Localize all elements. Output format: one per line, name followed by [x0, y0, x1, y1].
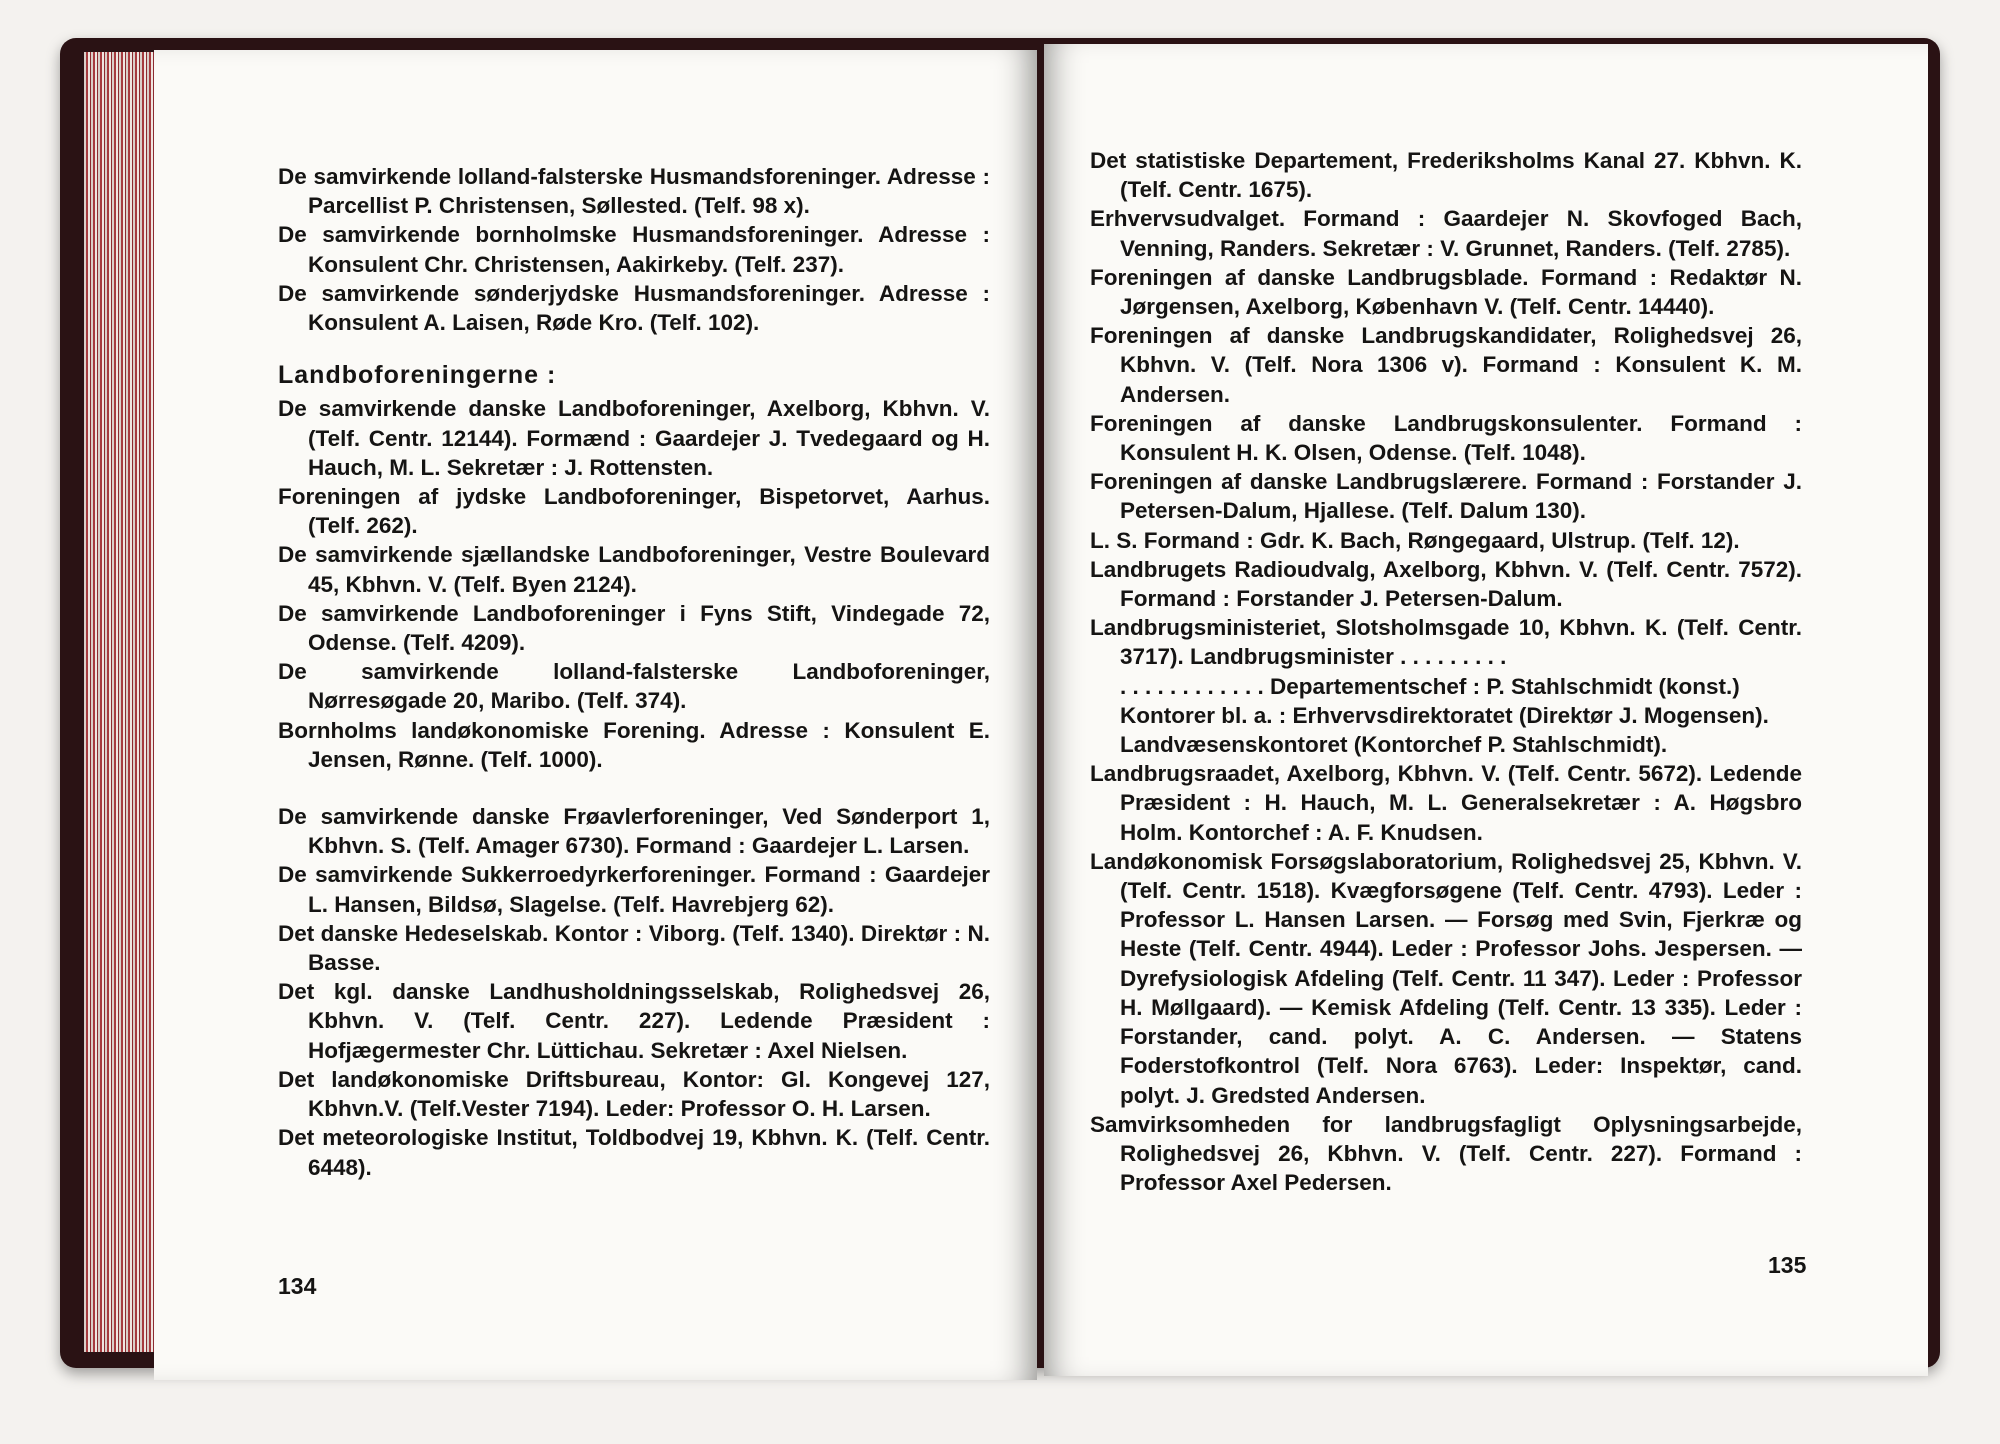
list-item: Foreningen af danske Landbrugslærere. Formand : Forstander J. Petersen-Dalum, Hjallese. (Telf. Dalum 130). [1090, 469, 1802, 524]
list-item: De samvirkende Landboforeninger i Fyns Stift, Vindegade 72, Odense. (Telf. 4209). [278, 600, 990, 656]
list-item: Foreningen af danske Landbrugskandidater, Rolighedsvej 26, Kbhvn. V. (Telf. Nora 1306 v). Formand : Konsulent K. M. Andersen. [1090, 323, 1802, 407]
page-number: 135 [1768, 1252, 1807, 1278]
list-item: Foreningen af jydske Landboforeninger, Bispetorvet, Aarhus. (Telf. 262). [278, 484, 990, 539]
page-edges-left [84, 52, 156, 1352]
list-item: Landbrugsraadet, Axelborg, Kbhvn. V. (Telf. Centr. 5672). Ledende Præsident : H. Hauch, M. L. Generalsekretær : A. Høgsbro Holm. Kontorchef : A. F. Knudsen. [1090, 761, 1802, 845]
list-item: De samvirkende sjællandske Landboforeninger, Vestre Boulevard 45, Kbhvn. V. (Telf. Byen 2124). [278, 542, 990, 597]
list-item: Erhvervsudvalget. Formand : Gaardejer N. Skovfoged Bach, Venning, Randers. Sekretær : V. Grunnet, Randers. (Telf. 2785). [1090, 206, 1802, 261]
list-item: De samvirkende danske Frøavlerforeninger, Ved Sønderport 1, Kbhvn. S. (Telf. Amager 6730). Formand : Gaardejer L. Larsen. [278, 804, 990, 859]
page-number: 134 [278, 1273, 317, 1299]
list-item: Samvirksomheden for landbrugsfagligt Oplysningsarbejde, Rolighedsvej 26, Kbhvn. V. (Telf. Centr. 227). Formand : Professor Axel Pedersen. [1090, 1111, 1802, 1196]
list-item: De samvirkende lolland-falsterske Landboforeninger, Nørresøgade 20, Maribo. (Telf. 374). [278, 659, 990, 714]
left-page [154, 50, 1037, 1380]
list-item: De samvirkende bornholmske Husmandsforeninger. Adresse : Konsulent Chr. Christensen, Aakirkeby. (Telf. 237). [278, 222, 990, 277]
list-item: Landøkonomisk Forsøgslaboratorium, Rolighedsvej 25, Kbhvn. V. (Telf. Centr. 1518). Kvægforsøgene (Telf. Centr. 4793). Leder : Professor L. Hansen Larsen. — Forsøg med Svin, Fjerkræ og Heste (Telf. Centr. 4944). Leder : Professor Johs. Jespersen. — Dyrefysiologisk Afdeling (Telf. Centr. 11 347). Leder : Professor H. Møllgaard). — Kemisk Afdeling (Telf. Centr. 13 335). Leder : Forstander, cand. polyt. A. C. Andersen. — Statens Foderstofkontrol (Telf. Nora 6763). Leder: Inspektør, cand. polyt. J. Gredsted Andersen. [1090, 848, 1802, 1108]
list-item: Foreningen af danske Landbrugsblade. Formand : Redaktør N. Jørgensen, Axelborg, København V. (Telf. Centr. 14440). [1090, 264, 1802, 320]
list-item: Det landøkonomiske Driftsbureau, Kontor: Gl. Kongevej 127, Kbhvn.V. (Telf.Vester 7194). Leder: Professor O. H. Larsen. [278, 1066, 990, 1122]
list-item: De samvirkende danske Landboforeninger, Axelborg, Kbhvn. V. (Telf. Centr. 12144). Formænd : Gaardejer J. Tvedegaard og H. Hauch, M. L. Sekretær : J. Rottensten. [278, 396, 990, 480]
list-item: De samvirkende sønderjydske Husmandsforeninger. Adresse : Konsulent A. Laisen, Røde Kro. (Telf. 102). [278, 280, 990, 336]
left-page-text [278, 162, 990, 1182]
right-page [1044, 44, 1928, 1376]
list-item-continuation: Kontorer bl. a. : Erhvervsdirektoratet (Direktør J. Mogensen). Landvæsenskontoret (Kontorchef P. Stahlschmidt). [1120, 702, 1769, 758]
list-item: Foreningen af danske Landbrugskonsulenter. Formand : Konsulent H. K. Olsen, Odense. (Telf. 1048). [1090, 410, 1802, 466]
list-item: Det statistiske Departement, Frederiksholms Kanal 27. Kbhvn. K. (Telf. Centr. 1675). [1090, 148, 1802, 203]
list-item: De samvirkende Sukkerroedyrkerforeninger. Formand : Gaardejer L. Hansen, Bildsø, Slagelse. (Telf. Havrebjerg 62). [278, 862, 990, 917]
list-item: De samvirkende lolland-falsterske Husmandsforeninger. Adresse : Parcellist P. Christensen, Søllested. (Telf. 98 x). [278, 164, 990, 219]
list-item: L. S. Formand : Gdr. K. Bach, Røngegaard, Ulstrup. (Telf. 12). [1090, 527, 1740, 553]
section-heading: Landboforeningerne : [278, 361, 557, 390]
list-item: Landbrugets Radioudvalg, Axelborg, Kbhvn. V. (Telf. Centr. 7572). Formand : Forstander J. Petersen-Dalum. [1090, 556, 1802, 612]
list-item: Bornholms landøkonomiske Forening. Adresse : Konsulent E. Jensen, Rønne. (Telf. 1000). [278, 717, 990, 772]
list-item: Landbrugsministeriet, Slotsholmsgade 10, Kbhvn. K. (Telf. Centr. 3717). Landbrugsminister . . . . . . . . . [1090, 615, 1802, 670]
list-item: Det danske Hedeselskab. Kontor : Viborg. (Telf. 1340). Direktør : N. Basse. [278, 920, 990, 976]
list-item-continuation: . . . . . . . . . . . . Departementschef : P. Stahlschmidt (konst.) [1120, 673, 1740, 699]
list-item: Det meteorologiske Institut, Toldbodvej 19, Kbhvn. K. (Telf. Centr. 6448). [278, 1125, 990, 1180]
list-item: Det kgl. danske Landhusholdningsselskab, Rolighedsvej 26, Kbhvn. V. (Telf. Centr. 227). Ledende Præsident : Hofjægermester Chr. Lüttichau. Sekretær : Axel Nielsen. [278, 979, 990, 1063]
right-page-text [1090, 146, 1802, 1197]
